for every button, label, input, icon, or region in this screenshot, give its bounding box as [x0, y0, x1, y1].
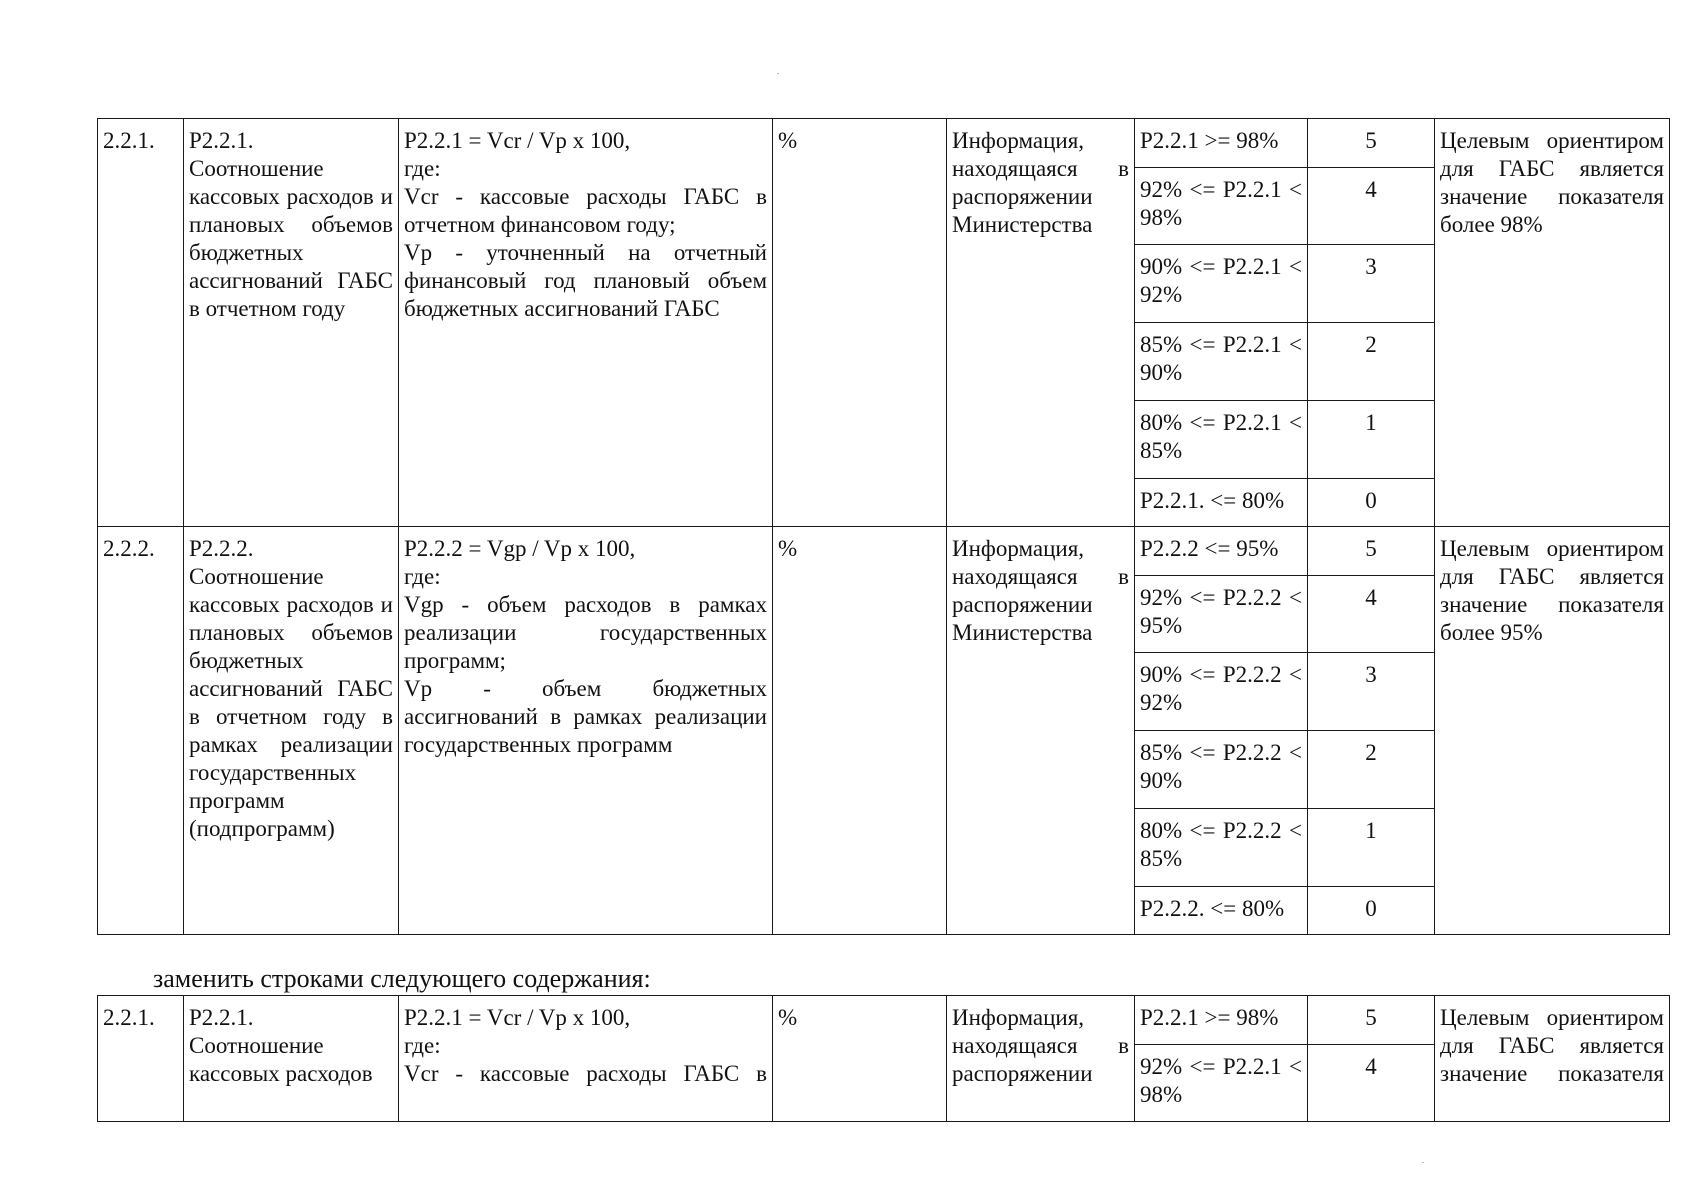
criterion-condition: P2.2.2. <= 80%: [1135, 887, 1308, 935]
calculation-formula: [399, 119, 773, 527]
formula-line: P2.2.1 = Vcr / Vp x 100,: [404, 128, 631, 153]
row-number: 2.2.1.: [98, 119, 184, 527]
criterion-condition: 92% <= P2.2.1 < 98%: [1135, 1045, 1308, 1122]
formula-line: P2.2.1 = Vcr / Vp x 100,: [404, 1005, 631, 1030]
formula-line: Vp - объем бюджетных ассигнований в рамках реализации государственных программ: [404, 676, 767, 757]
criterion-score: 2: [1308, 323, 1435, 401]
row-number: 2.2.2.: [98, 527, 184, 935]
replacement-instruction: заменить строками следующего содержания:: [153, 964, 651, 993]
formula-line: Vgp - объем расходов в рамках реализации государственных программ;: [404, 592, 767, 673]
criterion-score: 5: [1308, 119, 1435, 168]
criterion-condition: P2.2.2 <= 95%: [1135, 527, 1308, 576]
unit-of-measure: %: [773, 996, 947, 1122]
criterion-score: 3: [1308, 653, 1435, 731]
indicator-description: P2.2.1. Соотношение кассовых расходов: [184, 996, 399, 1122]
criterion-condition: 80% <= P2.2.2 < 85%: [1135, 809, 1308, 887]
criterion-score: 0: [1308, 887, 1435, 935]
criterion-condition: 90% <= P2.2.1 < 92%: [1135, 245, 1308, 323]
indicator-description: P2.2.2. Соотношение кассовых расходов и плановых объемов бюджетных ассигнований ГАБС в отчетном году в рамках реализации государственных программ (подпрограмм): [184, 527, 399, 935]
criterion-condition: 85% <= P2.2.1 < 90%: [1135, 323, 1308, 401]
criterion-condition: 92% <= P2.2.2 < 95%: [1135, 576, 1308, 653]
criterion-score: 3: [1308, 245, 1435, 323]
calculation-formula: [399, 996, 773, 1122]
criterion-condition: 90% <= P2.2.2 < 92%: [1135, 653, 1308, 731]
row-number: 2.2.1.: [98, 996, 184, 1122]
table-row: [98, 119, 1670, 168]
formula-line: где:: [404, 564, 441, 589]
formula-line: где:: [404, 1033, 441, 1058]
data-source: Информация, находящаяся в распоряжении Министерства: [947, 527, 1135, 935]
data-source: Информация, находящаяся в распоряжении: [947, 996, 1135, 1122]
formula-line: Vp - уточненный на отчетный финансовый год плановый объем бюджетных ассигнований ГАБС: [404, 240, 767, 321]
criterion-score: 5: [1308, 527, 1435, 576]
formula-line: Vcr - кассовые расходы ГАБС в отчетном финансовом году;: [404, 184, 767, 237]
criterion-score: 1: [1308, 401, 1435, 479]
criterion-condition: P2.2.1 >= 98%: [1135, 996, 1308, 1045]
indicator-table-replacement: [97, 995, 1670, 1122]
target-note: Целевым ориентиром для ГАБС является значение показателя более 98%: [1435, 119, 1670, 527]
formula-line: где:: [404, 156, 441, 181]
scan-speck: [777, 73, 779, 74]
formula-line: P2.2.2 = Vgp / Vp x 100,: [404, 536, 636, 561]
target-note: Целевым ориентиром для ГАБС является значение показателя: [1435, 996, 1670, 1122]
formula-line: Vcr - кассовые расходы ГАБС в: [404, 1061, 767, 1086]
indicator-description: P2.2.1. Соотношение кассовых расходов и плановых объемов бюджетных ассигнований ГАБС в отчетном году: [184, 119, 399, 527]
criterion-condition: 92% <= P2.2.1 < 98%: [1135, 168, 1308, 245]
criterion-score: 5: [1308, 996, 1435, 1045]
criterion-score: 4: [1308, 1045, 1435, 1122]
criterion-condition: 85% <= P2.2.2 < 90%: [1135, 731, 1308, 809]
table-row: [98, 527, 1670, 576]
unit-of-measure: %: [773, 527, 947, 935]
table-row: [98, 996, 1670, 1045]
criterion-score: 4: [1308, 168, 1435, 245]
criterion-condition: P2.2.1 >= 98%: [1135, 119, 1308, 168]
criterion-score: 1: [1308, 809, 1435, 887]
target-note: Целевым ориентиром для ГАБС является значение показателя более 95%: [1435, 527, 1670, 935]
data-source: Информация, находящаяся в распоряжении Министерства: [947, 119, 1135, 527]
criterion-condition: 80% <= P2.2.1 < 85%: [1135, 401, 1308, 479]
scan-speck: [1422, 1162, 1424, 1163]
criterion-score: 4: [1308, 576, 1435, 653]
criterion-condition: P2.2.1. <= 80%: [1135, 479, 1308, 527]
calculation-formula: [399, 527, 773, 935]
criterion-score: 2: [1308, 731, 1435, 809]
unit-of-measure: %: [773, 119, 947, 527]
indicator-table-current: [97, 118, 1670, 935]
criterion-score: 0: [1308, 479, 1435, 527]
